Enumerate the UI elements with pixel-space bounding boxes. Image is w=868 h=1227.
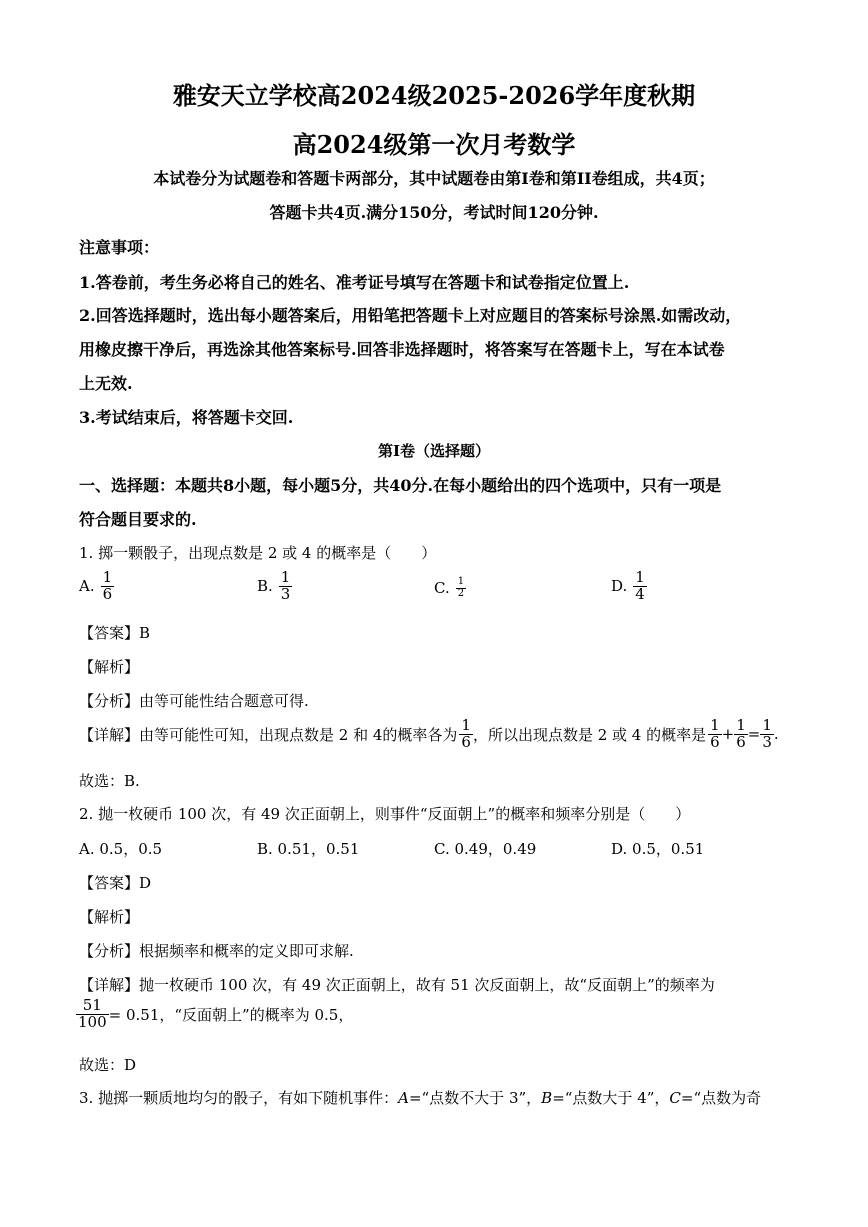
q1-jiexi-label: 【解析】 <box>79 658 140 676</box>
q1-answer: 【答案】B <box>79 624 151 642</box>
q2-choose: 故选：D <box>79 1056 137 1074</box>
q1-option-d: D. $\frac{1}{4}$ <box>611 568 645 603</box>
q2-detail: 【详解】抛一枚硬币 100 次，有 49 次正面朝上，故有 51 次反面朝上，故“反面朝上”的频率为 <box>79 976 715 994</box>
q2-option-b: B. 0.51，0.51 <box>257 840 360 858</box>
q1-option-d-fraction: $\frac{1}{4}$ <box>635 568 645 603</box>
q2-option-d: D. 0.5，0.51 <box>611 840 705 858</box>
q1-stem: 1. 掷一颗骰子，出现点数是 2 或 4 的概率是（ ） <box>79 544 437 562</box>
q1-option-b: B. $\frac{1}{3}$ <box>257 568 291 603</box>
section-desc-line2: 符合题目要求的. <box>79 510 197 529</box>
exam-title-line2: 高2024级第一次月考数学 <box>292 130 576 159</box>
notes-heading: 注意事项： <box>79 238 160 257</box>
exam-intro-line1: 本试卷分为试题卷和答题卡两部分，其中试题卷由第I卷和第II卷组成，共4页； <box>153 169 715 188</box>
q2-frequency-fraction: $\frac{51}{100}$ <box>78 996 107 1031</box>
q2-jiexi-label: 【解析】 <box>79 908 140 926</box>
q2-answer: 【答案】D <box>79 874 152 892</box>
q2-option-c: C. 0.49，0.49 <box>434 840 537 858</box>
q1-choose: 故选：B. <box>79 772 140 790</box>
q1-option-a-fraction: $\frac{1}{6}$ <box>102 568 113 603</box>
q1-eq-fraction-c: $\frac{1}{3}$ <box>762 716 772 751</box>
q1-option-b-fraction: $\frac{1}{3}$ <box>280 568 291 603</box>
q1-detail-fraction: $\frac{1}{6}$ <box>461 716 471 751</box>
q2-stem: 2. 抛一枚硬币 100 次，有 49 次正面朝上，则事件“反面朝上”的概率和频率分别是（ ） <box>79 805 691 823</box>
q1-eq-fraction-a: $\frac{1}{6}$ <box>710 716 720 751</box>
q3-stem: 3. 抛掷一颗质地均匀的骰子，有如下随机事件：A=“点数不大于 3”，B=“点数大于 4”，C=“点数为奇 <box>79 1089 762 1107</box>
q1-option-c: C. $\frac{1}{2}$ <box>434 576 465 599</box>
section-title: 第Ⅰ卷（选择题） <box>377 442 491 460</box>
q1-analysis: 【分析】由等可能性结合题意可得. <box>79 692 309 710</box>
note-item-2-line1: 2.回答选择题时，选出每小题答案后，用铅笔把答题卡上对应题目的答案标号涂黑.如需改动， <box>79 306 742 325</box>
q1-eq-fraction-b: $\frac{1}{6}$ <box>736 716 746 751</box>
note-item-2-line3: 上无效. <box>79 374 133 393</box>
q2-analysis: 【分析】根据频率和概率的定义即可求解. <box>79 942 354 960</box>
q1-detail: 【详解】由等可能性可知，出现点数是 2 和 4的概率各为 $\frac{1}{6}$ ，所以出现点数是 2 或 4 的概率是 $\frac{1}{6}$ + $\frac{1}{6}$ = $\frac{1}{3}$ . <box>79 716 779 751</box>
q2-frequency: $\frac{51}{100}$ = 0.51，“反面朝上”的概率为 0.5， <box>78 996 354 1031</box>
q1-option-c-fraction: $\frac{1}{2}$ <box>457 576 465 599</box>
note-item-3: 3.考试结束后，将答题卡交回. <box>79 408 294 427</box>
note-item-1: 1.答卷前，考生务必将自己的姓名、准考证号填写在答题卡和试卷指定位置上. <box>79 273 630 292</box>
note-item-2-line2: 用橡皮擦干净后，再选涂其他答案标号.回答非选择题时，将答案写在答题卡上，写在本试卷 <box>79 340 725 359</box>
section-desc-line1: 一、选择题：本题共8小题，每小题5分，共40分.在每小题给出的四个选项中，只有一项是 <box>79 476 722 495</box>
exam-intro-line2: 答题卡共4页.满分150分，考试时间120分钟. <box>269 203 599 222</box>
q2-option-a: A. 0.5，0.5 <box>79 840 163 858</box>
q1-option-a: A. $\frac{1}{6}$ <box>79 568 113 603</box>
exam-title-line1: 雅安天立学校高2024级2025-2026学年度秋期 <box>172 81 696 110</box>
